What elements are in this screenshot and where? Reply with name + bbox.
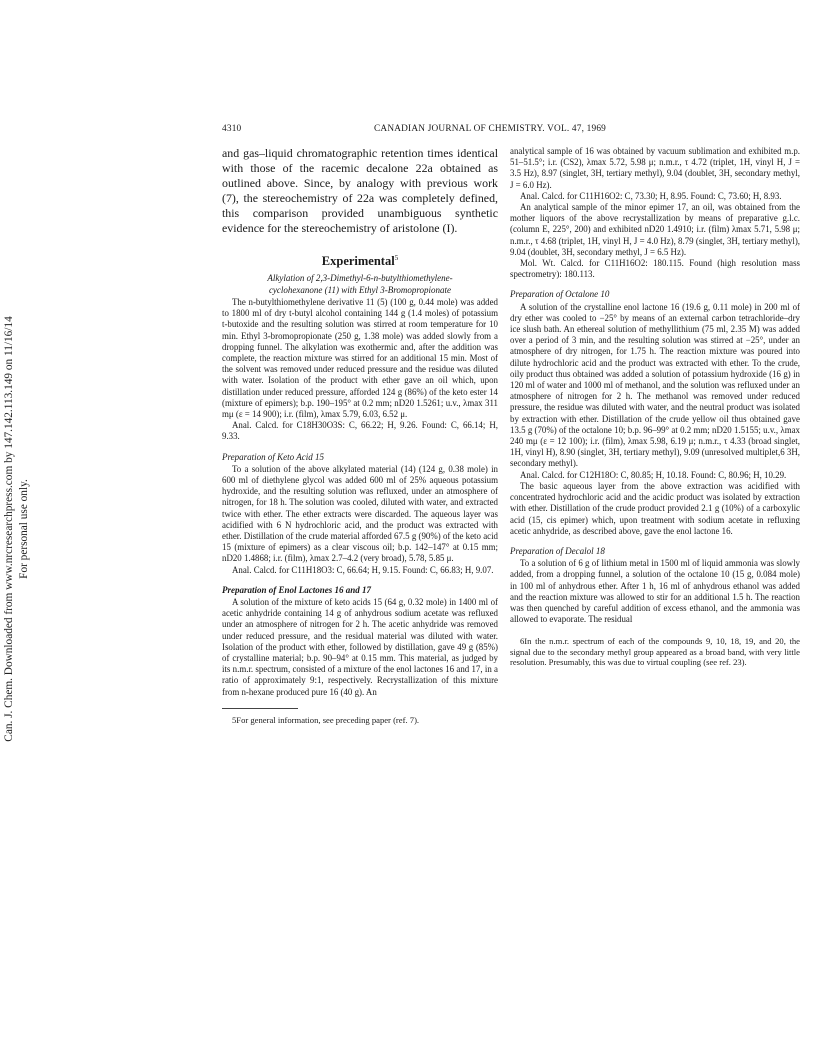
left-column	[222, 146, 498, 725]
heading-footnote-mark: 5	[394, 253, 399, 262]
paragraph-analysis-15: Anal. Calcd. for C11H18O3: C, 66.64; H, 9.15. Found: C, 66.83; H, 9.07.	[232, 564, 494, 575]
paragraph-enol-lactones: A solution of the mixture of keto acids 15 (64 g, 0.32 mole) in 1400 ml of acetic anhydride containing 14 g of anhydrous sodium acetate was refluxed under an atmosphere of nitrogen for 2 h. The acetic anhydride was removed under reduced pressure, and the residual material was diluted with water. Isolation of the product with ether, followed by distillation, gave 49 g (85%) of crystalline material; b.p. 90–94° at 0.15 mm. This material, as judged by its n.m.r. spectrum, consisted of a mixture of the enol lactones 16 and 17, in a ratio of approximately 9:1, respectively. Recrystallization of this mixture from n-hexane produced pure 16 (40 g). An	[222, 597, 498, 697]
intro-paragraph: and gas–liquid chromatographic retention times identical with those of the racemic decalone 22a obtained as outlined above. Since, by analogy with previous work (7), the stereochemistry of 22a was completely defined, this comparison provided unambiguous synthetic evidence for the stereochemistry of aristolone (I).	[222, 146, 498, 236]
paragraph-analysis-16: Anal. Calcd. for C11H16O2: C, 73.30; H, 8.95. Found: C, 73.60; H, 8.93.	[520, 190, 782, 201]
paragraph-octalone: A solution of the crystalline enol lactone 16 (19.6 g, 0.11 mole) in 200 ml of dry ether was cooled to −25° by means of an external carbon tetrachloride–dry ice slush bath. An ethereal solution of methyllithium (75 ml, 2.35 M) was added over a period of 3 min, and the resulting solution was stirred at −25°, under an atmosphere of dry nitrogen, for 1.75 h. The reaction mixture was poured into dilute hydrochloric acid and the product was extracted with ether. To the crude, oily product thus obtained was added a solution of potassium hydroxide (16 g) in 120 ml of water and 1000 ml of methanol, and the solution was refluxed under an atmosphere of nitrogen for 2 h. The methanol was removed under reduced pressure, the residue was diluted with water, and the neutral product was isolated by extraction with ether. Distillation of the crude yellow oil thus obtained gave 13.5 g (70%) of the octalone 10; b.p. 96–99° at 0.2 mm; nD20 1.5155; u.v., λmax 240 mμ (ε = 12 100); i.r. (film), λmax 5.98, 6.19 μ; n.m.r., τ 4.33 (broad singlet, 1H, vinyl H), 8.90 (singlet, 3H, tertiary methyl), 9.09 (unresolved multiplet,6 3H, secondary methyl).	[510, 301, 800, 469]
paragraph-analysis-10: Anal. Calcd. for C12H18O: C, 80.85; H, 10.18. Found: C, 80.96; H, 10.29.	[520, 469, 787, 480]
right-column	[510, 146, 800, 668]
subheading-enol-lactones: Preparation of Enol Lactones 16 and 17	[222, 584, 372, 595]
subheading-alkylation-line1: Alkylation of 2,3-Dimethyl-6-n-butylthiomethylene-	[267, 272, 453, 283]
paragraph-alkylation: The n-butylthiomethylene derivative 11 (5) (100 g, 0.44 mole) was added to 1800 ml of dry t-butyl alcohol containing 144 g (1.4 moles) of potassium t-butoxide and the resulting solution was stirred at room temperature for 10 min. Ethyl 3-bromopropionate (250 g, 1.38 mole) was added slowly from a dropping funnel. The alkylation was exothermic and, after the addition was complete, the reaction mixture was stirred for an additional 15 min. Most of the solvent was removed under reduced pressure and the residue was diluted with water. Isolation of the product with ether gave an oil which, upon distillation under reduced pressure, afforded 124 g (86%) of the keto ester 14 (mixture of epimers); b.p. 190–195° at 0.2 mm; nD20 1.5261; u.v., λmax 311 mμ (ε = 14 900); i.r. (film), λmax 5.79, 6.03, 6.52 μ.	[222, 296, 498, 419]
subheading-octalone: Preparation of Octalone 10	[510, 289, 610, 300]
paragraph-keto-acid: To a solution of the above alkylated material (14) (124 g, 0.38 mole) in 600 ml of diethylene glycol was added 600 ml of 25% aqueous potassium hydroxide, and the resulting solution was refluxed, under an atmosphere of nitrogen, for 18 h. The solution was cooled, diluted with water, and extracted twice with ether. The ether extracts were discarded. The aqueous layer was acidified with 6 N hydrochloric acid, and the product was extracted with ether. Distillation of the crude material afforded 67.5 g (90%) of the keto acid 15 (mixture of epimers) as a clear viscous oil; b.p. 142–147° at 0.15 mm; nD20 1.4868; i.r. (film), λmax 2.7–4.2 (very broad), 5.78, 5.85 μ.	[222, 463, 498, 564]
paragraph-minor-epimer-17: An analytical sample of the minor epimer 17, an oil, was obtained from the mother liquors of the above recrystallization by means of preparative g.l.c. (column E, 225°, 200) and exhibited nD20 1.4910; i.r. (film) λmax 5.71, 5.98 μ; n.m.r., τ 4.68 (triplet, 1H, vinyl H, J = 4.0 Hz), 8.79 (singlet, 3H, tertiary methyl), 9.04 (doublet, 3H, secondary methyl, J = 6.5 Hz).	[510, 202, 800, 257]
watermark-line-2: For personal use only.	[18, 479, 30, 579]
running-header	[222, 124, 796, 138]
paragraph-analysis-14: Anal. Calcd. for C18H30O3S: C, 66.22; H, 9.26. Found: C, 66.14; H, 9.33.	[222, 420, 498, 442]
paragraph-mol-wt: Mol. Wt. Calcd. for C11H16O2: 180.115. Found (high resolution mass spectrometry): 180.113.	[510, 258, 800, 280]
footnote-rule	[222, 708, 298, 709]
subheading-keto-acid: Preparation of Keto Acid 15	[222, 451, 324, 462]
page-number: 4310	[222, 124, 242, 134]
subheading-alkylation-line2: cyclohexanone (11) with Ethyl 3-Bromopropionate	[268, 284, 452, 295]
subheading-decalol: Preparation of Decalol 18	[510, 545, 605, 556]
section-heading-experimental	[222, 253, 498, 267]
footnote-6: 6In the n.m.r. spectrum of each of the compounds 9, 10, 18, 19, and 20, the signal due to the secondary methyl group appeared as a broad band, with very little resolution. Presumably, this was due to virtual coupling (see ref. 23).	[510, 636, 800, 668]
download-watermark	[2, 244, 36, 814]
footnote-5: 5For general information, see preceding paper (ref. 7).	[232, 714, 420, 725]
watermark-line-1: Can. J. Chem. Downloaded from www.nrcresearchpress.com by 147.142.113.149 on 11/16/14	[3, 316, 15, 742]
paragraph-acid-layer: The basic aqueous layer from the above extraction was acidified with concentrated hydrochloric acid and the acidic product was isolated by extraction with ether. Distillation of the crude product provided 2.1 g (10%) of a carboxylic acid (15, cis epimer) which, upon treatment with sodium acetate in refluxing acetic anhydride, as described above, gave the enol lactone 16.	[510, 480, 800, 536]
heading-text: Experimental	[321, 253, 395, 268]
paragraph-decalol: To a solution of 6 g of lithium metal in 1500 ml of liquid ammonia was slowly added, from a dropping funnel, a solution of the octalone 10 (15 g, 0.084 mole) in 100 ml of anhydrous ether. After 1 h, 16 ml of anhydrous ethanol was added and the reaction mixture was allowed to stir for an additional 1.5 h. The reaction was then quenched by careful addition of excess ethanol, and the ammonia was allowed to evaporate. The residual	[510, 558, 800, 625]
paragraph-analytical-sample-16: analytical sample of 16 was obtained by vacuum sublimation and exhibited m.p. 51–51.5°; i.r. (CS2), λmax 5.72, 5.98 μ; n.m.r., τ 4.72 (triplet, 1H, vinyl H, J = 3.5 Hz), 8.97 (singlet, 3H, tertiary methyl), 9.04 (doublet, 3H, secondary methyl, J = 6.0 Hz).	[510, 146, 800, 190]
running-title: CANADIAN JOURNAL OF CHEMISTRY. VOL. 47, 1969	[374, 124, 607, 134]
